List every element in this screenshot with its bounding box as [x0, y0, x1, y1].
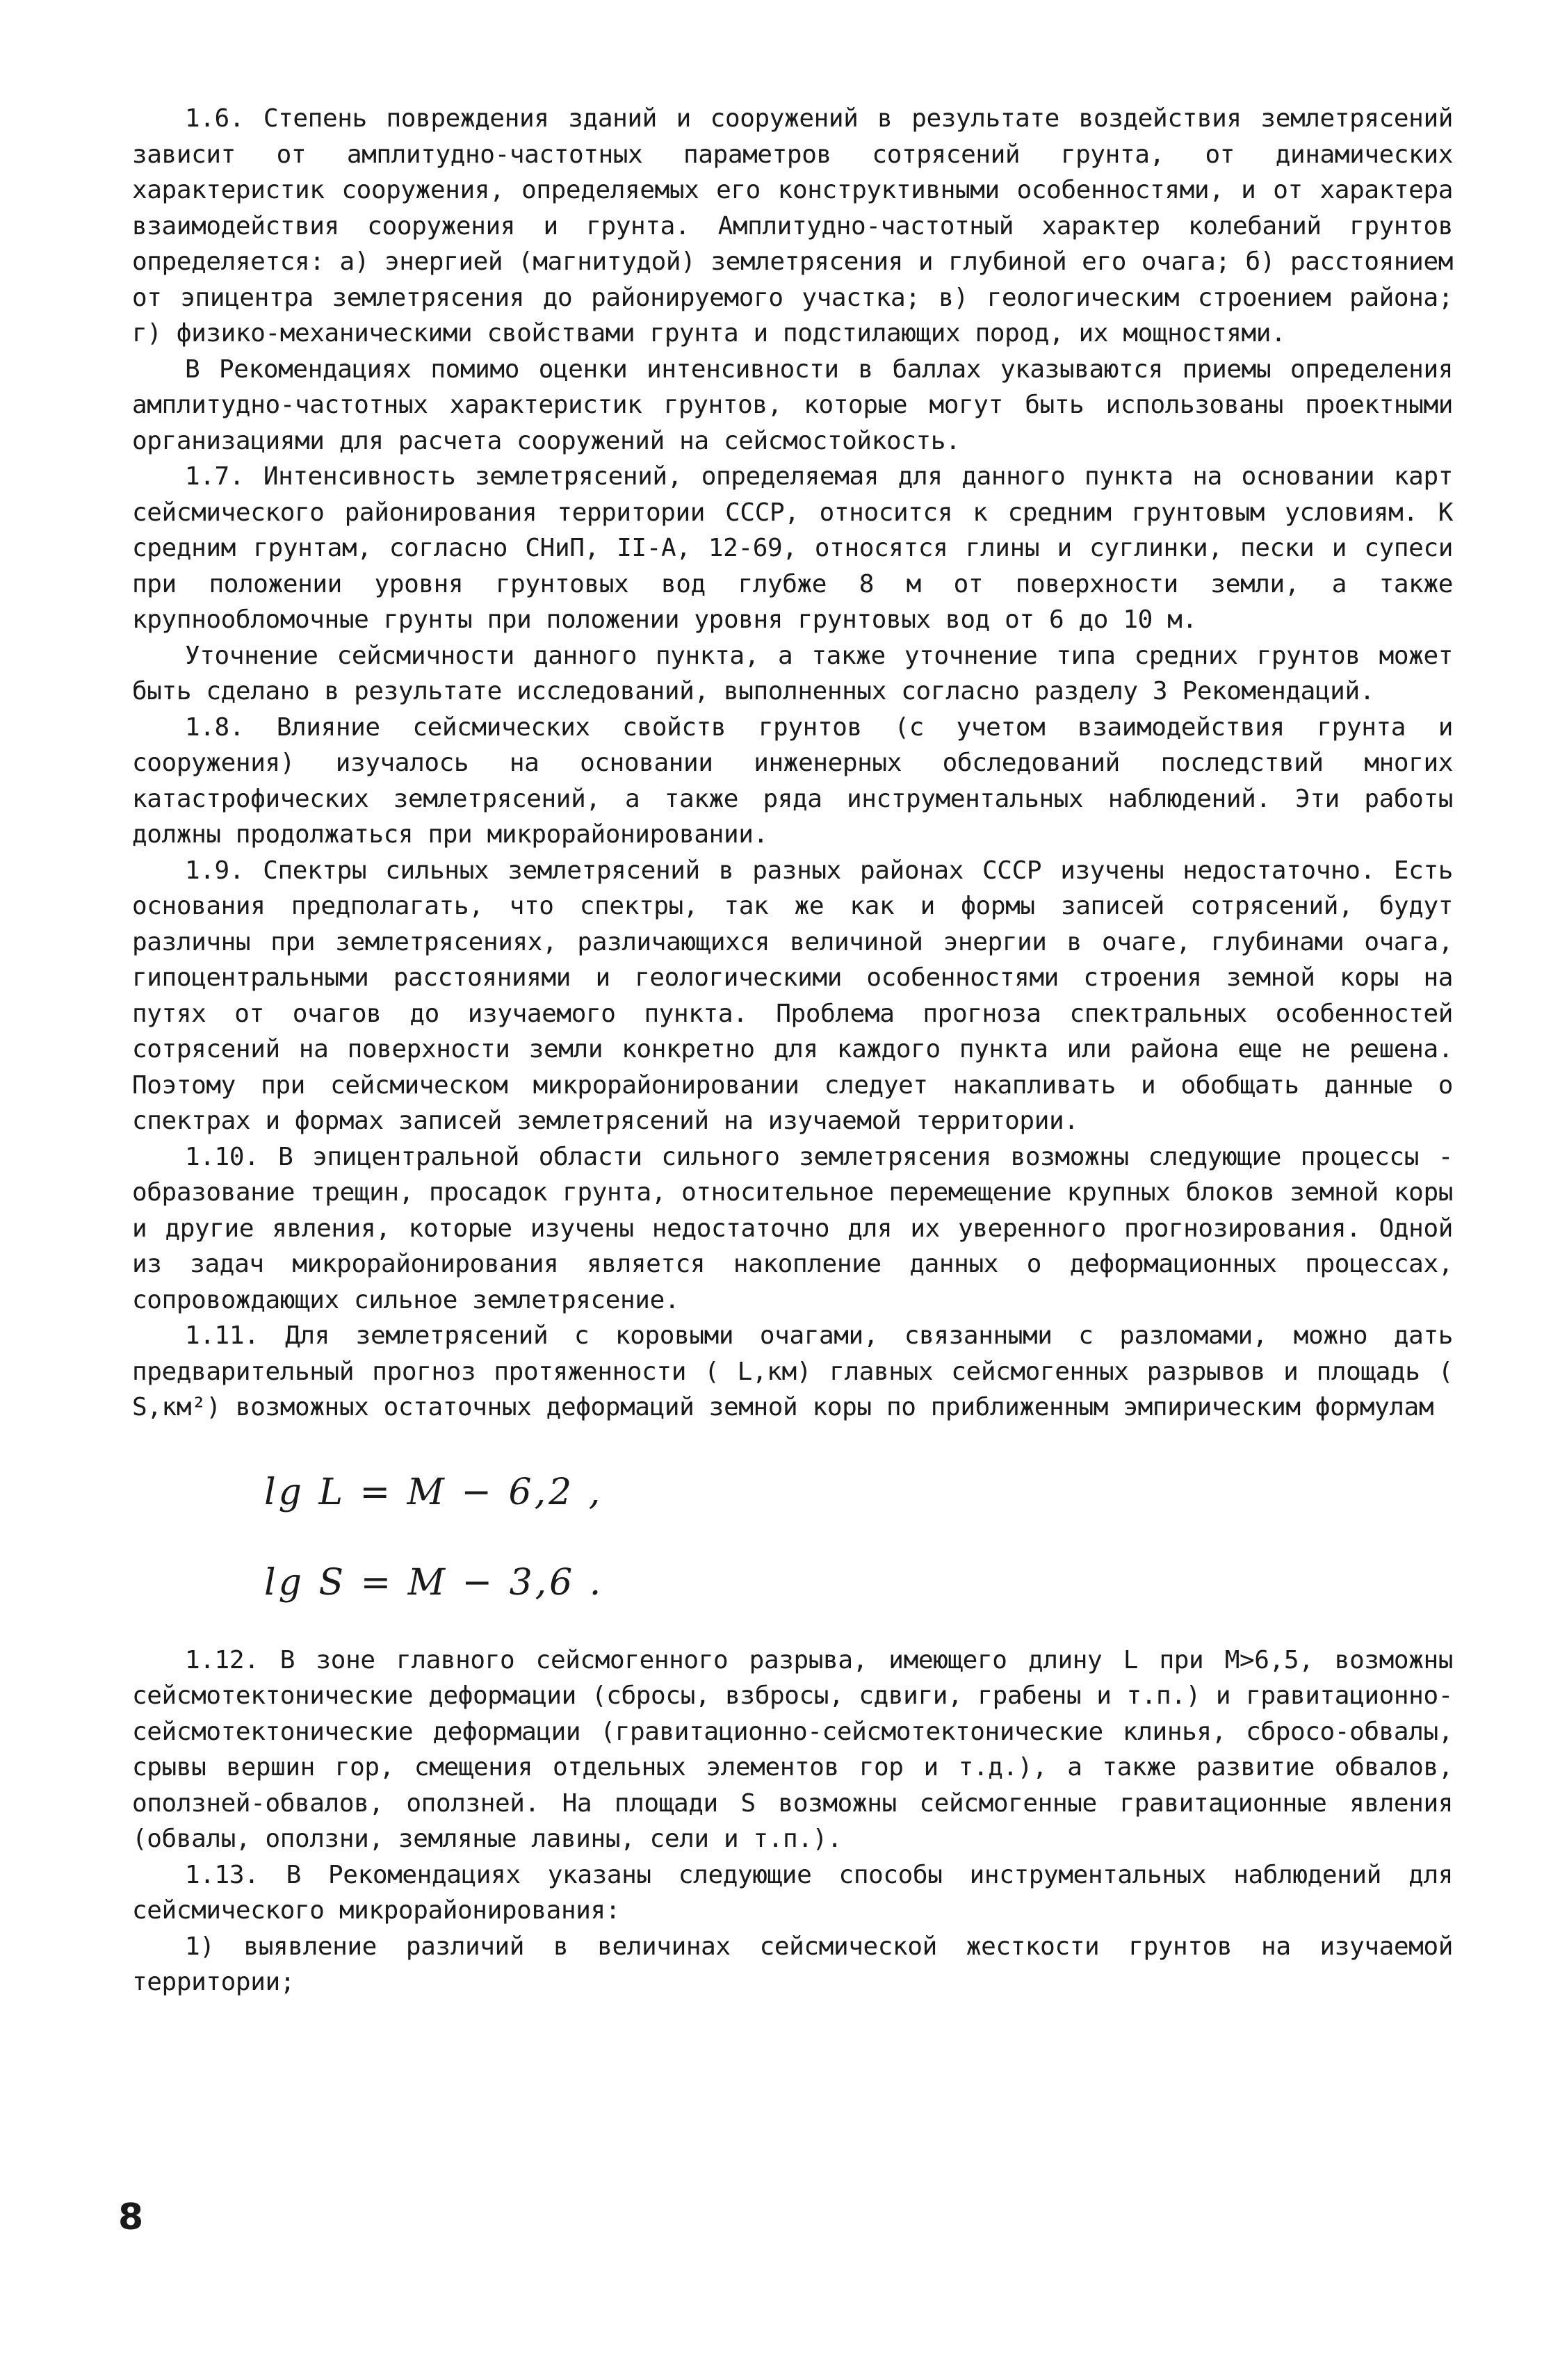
paragraph-1-8: 1.8. Влияние сейсмических свойств грунтов (с учетом взаимодействия грунта и сооружения) изучалось на основании инженерных обследований последствий многих катастрофических землетрясений, а также ряда инструментальных наблюдений. Эти работы должны продолжаться при микрорайонировании.: [132, 712, 1453, 849]
paragraph-1-6: 1.6. Степень повреждения зданий и сооружений в результате воздействия землетрясений зависит от амплитудно-частотных параметров сотрясений грунта, от динамических характеристик сооружения, определяемых его конструктивными особенностями, и от характера взаимодействия сооружения и грунта. Амплитудно-частотный характер колебаний грунтов определяется: а) энергией (магнитудой) землетрясения и глубиной его очага; б) расстоянием от эпицентра землетрясения до районируемого участка; в) геологическим строением района; г) физико-механическими свойствами грунта и подстилающих пород, их мощностями.: [132, 104, 1453, 348]
list-item-1: 1) выявление различий в величинах сейсмической жесткости грунтов на изучаемой территории;: [132, 1932, 1453, 1996]
page-number: 8: [118, 2196, 144, 2238]
paragraph-1-10: 1.10. В эпицентральной области сильного землетрясения возможны следующие процессы - образование трещин, просадок грунта, относительное перемещение крупных блоков земной коры и другие явления, которые изучены недостаточно для их уверенного прогнозирования. Одной из задач микрорайонирования является накопление данных о деформационных процессах, сопровождающих сильное землетрясение.: [132, 1142, 1453, 1314]
paragraph-1-13: 1.13. В Рекомендациях указаны следующие способы инструментальных наблюдений для сейсмического микрорайонирования:: [132, 1860, 1453, 1925]
paragraph-refinement: Уточнение сейсмичности данного пункта, а также уточнение типа средних грунтов может быть сделано в результате исследований, выполненных согласно разделу 3 Рекомендаций.: [132, 641, 1453, 706]
paragraph-1-11: 1.11. Для землетрясений с коровыми очагами, связанными с разломами, можно дать предварительный прогноз протяженности ( L,км) главных сейсмогенных разрывов и площадь ( S,км²) возможных остаточных деформаций земной коры по приближенным эмпирическим формулам: [132, 1321, 1453, 1421]
paragraph-recommendations: В Рекомендациях помимо оценки интенсивности в баллах указываются приемы определения амплитудно-частотных характеристик грунтов, которые могут быть использованы проектными организациями для расчета сооружений на сейсмостойкость.: [132, 354, 1453, 455]
formula-lg-s: lg S = M − 3,6 .: [264, 1561, 604, 1604]
formula-lg-l: lg L = M − 6,2 ,: [264, 1471, 603, 1513]
paragraph-1-7: 1.7. Интенсивность землетрясений, определяемая для данного пункта на основании карт сейсмического районирования территории СССР, относится к средним грунтовым условиям. К средним грунтам, согласно СНиП, II-А, 12-69, относятся глины и суглинки, пески и супеси при положении уровня грунтовых вод глубже 8 м от поверхности земли, а также крупнообломочные грунты при положении уровня грунтовых вод от 6 до 10 м.: [132, 462, 1453, 634]
paragraph-1-9: 1.9. Спектры сильных землетрясений в разных районах СССР изучены недостаточно. Есть основания предполагать, что спектры, так же как и формы записей сотрясений, будут различны при землетрясениях, различающихся величиной энергии в очаге, глубинами очага, гипоцентральными расстояниями и геологическими особенностями строения земной коры на путях от очагов до изучаемого пункта. Проблема прогноза спектральных особенностей сотрясений на поверхности земли конкретно для каждого пункта или района еще не решена. Поэтому при сейсмическом микрорайонировании следует накапливать и обобщать данные о спектрах и формах записей землетрясений на изучаемой территории.: [132, 856, 1453, 1135]
paragraph-1-12: 1.12. В зоне главного сейсмогенного разрыва, имеющего длину L при M>6,5, возможны сейсмотектонические деформации (сбросы, взбросы, сдвиги, грабены и т.п.) и гравитационно-сейсмотектонические деформации (гравитационно-сейсмотектонические клинья, сбросо-обвалы, срывы вершин гор, смещения отдельных элементов гор и т.д.), а также развитие обвалов, оползней-обвалов, оползней. На площади S возможны сейсмогенные гравитационные явления (обвалы, оползни, земляные лавины, сели и т.п.).: [132, 1645, 1453, 1853]
page-body: [132, 101, 1453, 2000]
